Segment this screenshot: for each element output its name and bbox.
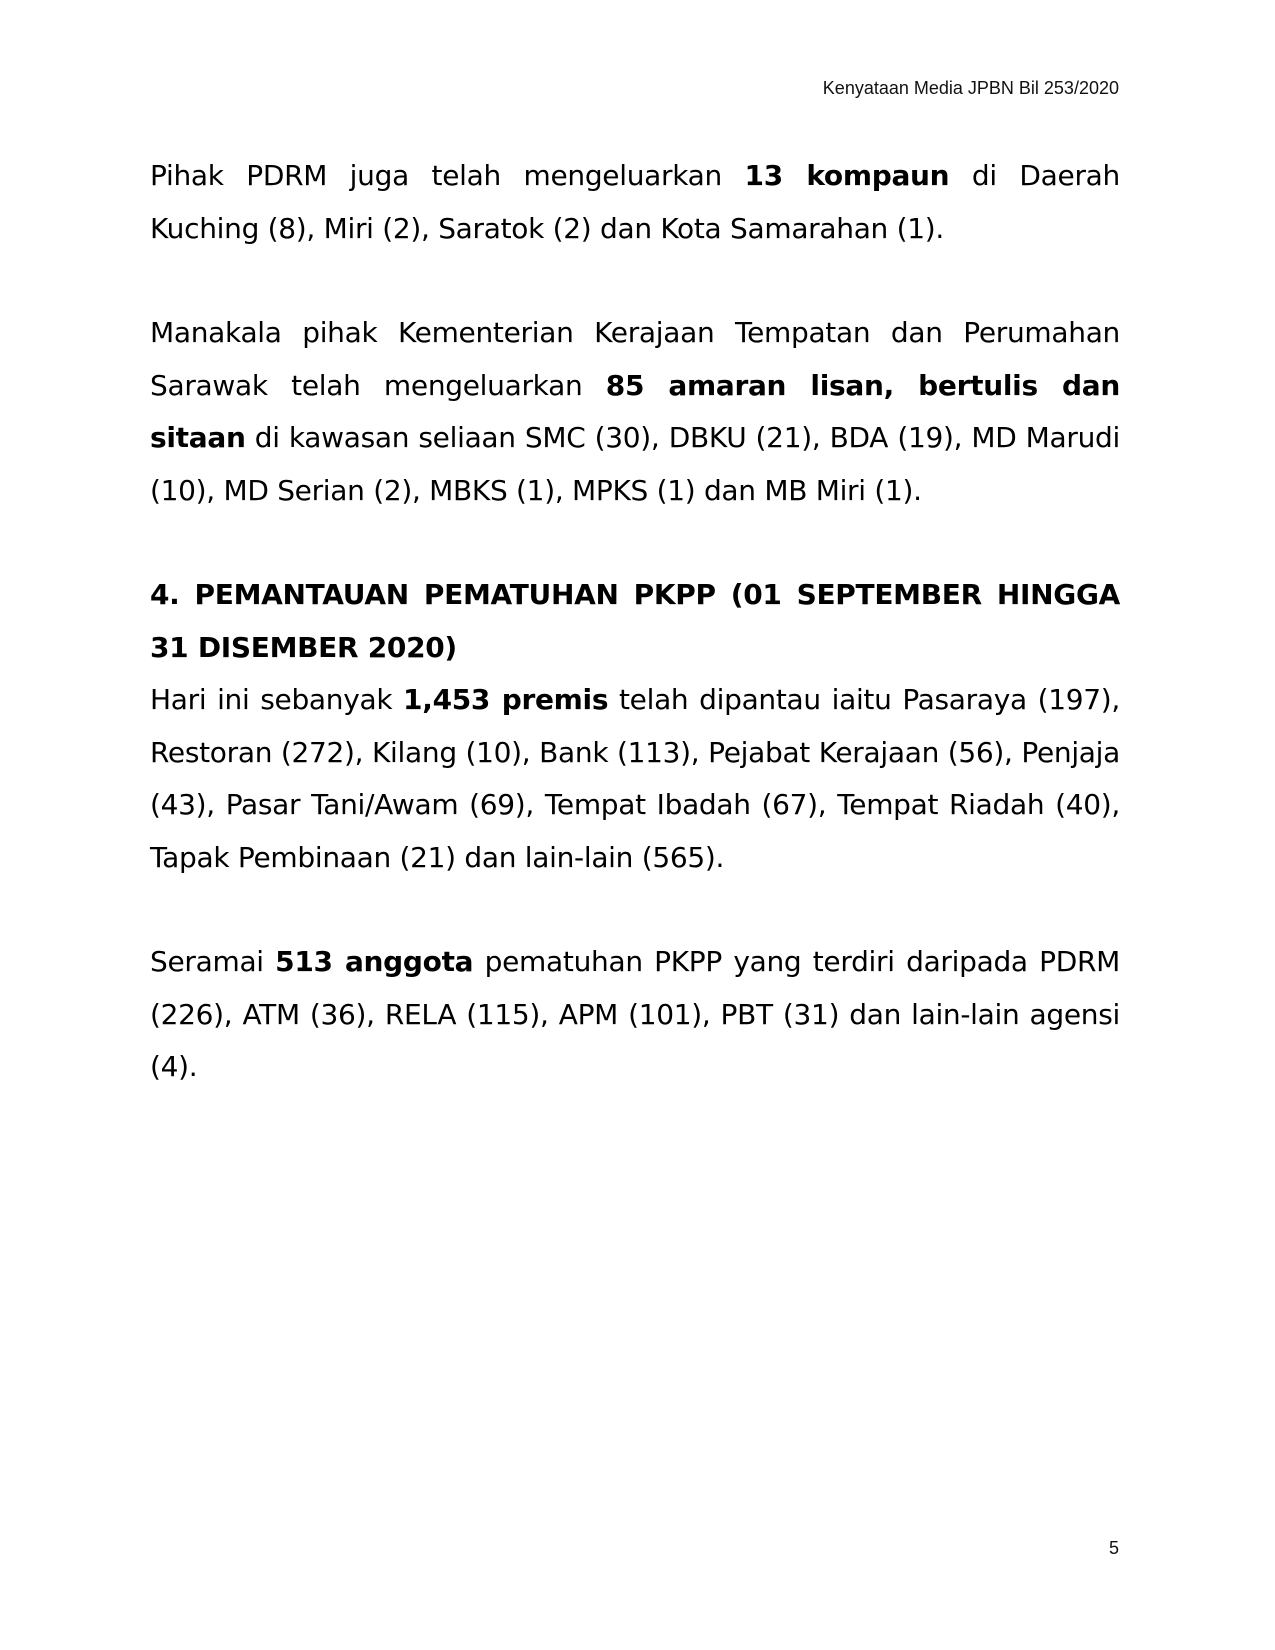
paragraph-text: di kawasan seliaan SMC (30), DBKU (21), BDA (19), MD Marudi (10), MD Serian (2), MBKS (1), MPKS (1) dan MB Miri (1). — [150, 421, 1120, 507]
paragraph-amaran — [150, 307, 1120, 517]
paragraph-anggota — [150, 936, 1120, 1094]
paragraph-text: Seramai — [150, 945, 276, 978]
section-heading: 4. PEMANTAUAN PEMATUHAN PKPP (01 SEPTEMBER HINGGA 31 DISEMBER 2020) — [150, 578, 1120, 664]
paragraph-bold-text: 85 amaran lisan, bertulis dan sitaan — [150, 368, 1121, 454]
paragraph-text: di Daerah Kuching (8), Miri (2), Saratok (2) dan Kota Samarahan (1). — [150, 159, 1120, 245]
page-content — [150, 150, 1120, 1094]
paragraph-text: Manakala pihak Kementerian Kerajaan Tempatan dan Perumahan Sarawak telah mengeluarkan — [150, 316, 1120, 402]
paragraph-premis — [150, 674, 1120, 884]
paragraph-text: pematuhan PKPP yang terdiri daripada PDRM (226), ATM (36), RELA (115), APM (101), PBT (31) dan lain-lain agensi (4). — [150, 945, 1121, 1083]
paragraph-kompaun — [150, 150, 1120, 255]
paragraph-bold-text: 13 kompaun — [744, 159, 950, 192]
paragraph-text: Hari ini sebanyak — [150, 683, 404, 716]
running-header: Kenyataan Media JPBN Bil 253/2020 — [822, 78, 1119, 98]
paragraph-bold-text: 1,453 premis — [403, 683, 609, 716]
paragraph-text: telah dipantau iaitu Pasaraya (197), Restoran (272), Kilang (10), Bank (113), Pejabat Kerajaan (56), Penjaja (43), Pasar Tani/Awam (69), Tempat Ibadah (67), Tempat Riadah (40), Tapak Pembinaan (21) dan lain-lain (565). — [150, 683, 1121, 874]
page-number: 5 — [1108, 1538, 1119, 1558]
paragraph-text: Pihak PDRM juga telah mengeluarkan — [150, 159, 745, 192]
paragraph-bold-text: 513 anggota — [275, 945, 474, 978]
